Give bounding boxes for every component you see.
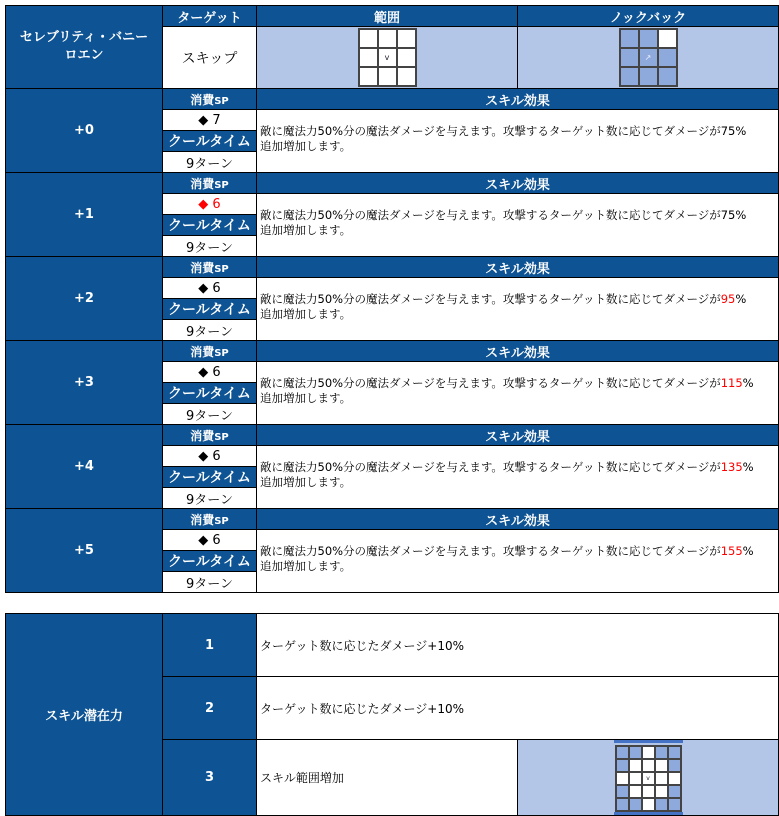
sp-header xyxy=(163,89,257,110)
potential-text-1: ターゲット数に応じたダメージ+10% xyxy=(257,614,779,677)
effect-text-tail: 追加増加します。 xyxy=(260,223,352,237)
sp-header-text: 消費 xyxy=(190,512,215,527)
sp-value xyxy=(163,362,257,383)
diamond-icon: ◆ xyxy=(198,532,209,548)
cooltime-header: クールタイム xyxy=(163,299,257,320)
diamond-icon: ◆ xyxy=(198,280,209,296)
target-header: ターゲット xyxy=(163,6,257,27)
sp-value xyxy=(163,530,257,551)
effect-text-tail: 追加増加します。 xyxy=(260,139,352,153)
range-cell xyxy=(257,27,518,89)
cooltime-header: クールタイム xyxy=(163,131,257,152)
effect-text-main: 敵に魔法力50%分の魔法ダメージを与えます。攻撃するターゲット数に応じてダメージが xyxy=(260,292,721,306)
effect-text-main: 敵に魔法力50%分の魔法ダメージを与えます。攻撃するターゲット数に応じてダメージが xyxy=(260,124,721,138)
effect-text xyxy=(257,362,779,425)
sp-suffix: SP xyxy=(214,263,229,275)
effect-text-tail: 追加増加します。 xyxy=(260,475,352,489)
skill-name xyxy=(6,6,163,89)
effect-header: スキル効果 xyxy=(257,341,779,362)
sp-suffix: SP xyxy=(214,95,229,107)
sp-value xyxy=(163,110,257,131)
level-label: +5 xyxy=(6,509,163,593)
target-value: スキップ xyxy=(163,27,257,89)
diamond-icon: ◆ xyxy=(198,112,209,128)
sp-number: 6 xyxy=(212,196,221,212)
sp-number: 6 xyxy=(212,280,221,296)
range-grid-icon xyxy=(358,28,417,87)
potential-table xyxy=(5,613,779,816)
percent-sign: % xyxy=(735,124,747,138)
cooltime-value: 9ターン xyxy=(163,320,257,341)
level-label: +4 xyxy=(6,425,163,509)
cooltime-value: 9ターン xyxy=(163,152,257,173)
sp-header-text: 消費 xyxy=(190,260,215,275)
effect-text-tail: 追加増加します。 xyxy=(260,391,352,405)
potential-num-1: 1 xyxy=(163,614,257,677)
level-label: +2 xyxy=(6,257,163,341)
caster-marker-icon: v xyxy=(379,49,396,66)
range-header: 範囲 xyxy=(257,6,518,27)
cooltime-value: 9ターン xyxy=(163,236,257,257)
effect-text xyxy=(257,278,779,341)
diamond-icon: ◆ xyxy=(198,448,209,464)
skill-table xyxy=(5,5,779,593)
effect-text xyxy=(257,530,779,593)
sp-suffix: SP xyxy=(214,347,229,359)
effect-header: スキル効果 xyxy=(257,89,779,110)
potential-num-2: 2 xyxy=(163,677,257,740)
sp-number: 6 xyxy=(212,364,221,380)
sp-header-text: 消費 xyxy=(190,344,215,359)
knockback-cell xyxy=(518,27,779,89)
damage-percent: 75 xyxy=(720,124,736,138)
percent-sign: % xyxy=(735,292,747,306)
potential-label: スキル潜在力 xyxy=(6,614,163,816)
effect-header: スキル効果 xyxy=(257,173,779,194)
sp-header xyxy=(163,509,257,530)
sp-header-text: 消費 xyxy=(190,176,215,191)
potential-text-3: スキル範囲増加 xyxy=(257,740,518,816)
sp-suffix: SP xyxy=(214,431,229,443)
effect-header: スキル効果 xyxy=(257,425,779,446)
sp-header xyxy=(163,341,257,362)
damage-percent: 95 xyxy=(720,292,736,306)
sp-header xyxy=(163,173,257,194)
cooltime-header: クールタイム xyxy=(163,467,257,488)
cooltime-header: クールタイム xyxy=(163,383,257,404)
caster-marker-icon: v xyxy=(643,773,654,784)
sp-header xyxy=(163,257,257,278)
damage-percent: 115 xyxy=(720,376,743,390)
level-label: +0 xyxy=(6,89,163,173)
sp-number: 6 xyxy=(212,532,221,548)
cooltime-header: クールタイム xyxy=(163,551,257,572)
cooltime-value: 9ターン xyxy=(163,572,257,593)
percent-sign: % xyxy=(742,376,754,390)
effect-text-tail: 追加増加します。 xyxy=(260,307,352,321)
sp-value xyxy=(163,278,257,299)
cooltime-value: 9ターン xyxy=(163,404,257,425)
knockback-header: ノックバック xyxy=(518,6,779,27)
skill-name-text: セレブリティ・バニーロエン xyxy=(19,30,149,63)
effect-text-tail: 追加増加します。 xyxy=(260,559,352,573)
effect-header: スキル効果 xyxy=(257,257,779,278)
sp-value xyxy=(163,446,257,467)
percent-sign: % xyxy=(742,460,754,474)
cooltime-value: 9ターン xyxy=(163,488,257,509)
sp-suffix: SP xyxy=(214,179,229,191)
damage-percent: 155 xyxy=(720,544,743,558)
effect-text-main: 敵に魔法力50%分の魔法ダメージを与えます。攻撃するターゲット数に応じてダメージが xyxy=(260,208,721,222)
sp-value xyxy=(163,194,257,215)
effect-text-main: 敵に魔法力50%分の魔法ダメージを与えます。攻撃するターゲット数に応じてダメージが xyxy=(260,376,721,390)
knockback-arrow-icon: ↗ xyxy=(640,49,657,66)
sp-number: 7 xyxy=(212,112,221,128)
expanded-range-cell xyxy=(518,740,779,816)
damage-percent: 135 xyxy=(720,460,743,474)
effect-text-main: 敵に魔法力50%分の魔法ダメージを与えます。攻撃するターゲット数に応じてダメージが xyxy=(260,544,721,558)
percent-sign: % xyxy=(735,208,747,222)
knockback-grid-icon xyxy=(619,28,678,87)
effect-text-main: 敵に魔法力50%分の魔法ダメージを与えます。攻撃するターゲット数に応じてダメージが xyxy=(260,460,721,474)
potential-num-3: 3 xyxy=(163,740,257,816)
effect-text xyxy=(257,194,779,257)
diamond-icon: ◆ xyxy=(198,196,209,212)
sp-header xyxy=(163,425,257,446)
damage-percent: 75 xyxy=(720,208,736,222)
diamond-icon: ◆ xyxy=(198,364,209,380)
effect-header: スキル効果 xyxy=(257,509,779,530)
cooltime-header: クールタイム xyxy=(163,215,257,236)
sp-number: 6 xyxy=(212,448,221,464)
sp-header-text: 消費 xyxy=(190,92,215,107)
potential-text-2: ターゲット数に応じたダメージ+10% xyxy=(257,677,779,740)
level-label: +1 xyxy=(6,173,163,257)
level-label: +3 xyxy=(6,341,163,425)
sp-header-text: 消費 xyxy=(190,428,215,443)
sp-suffix: SP xyxy=(214,515,229,527)
effect-text xyxy=(257,110,779,173)
percent-sign: % xyxy=(742,544,754,558)
effect-text xyxy=(257,446,779,509)
